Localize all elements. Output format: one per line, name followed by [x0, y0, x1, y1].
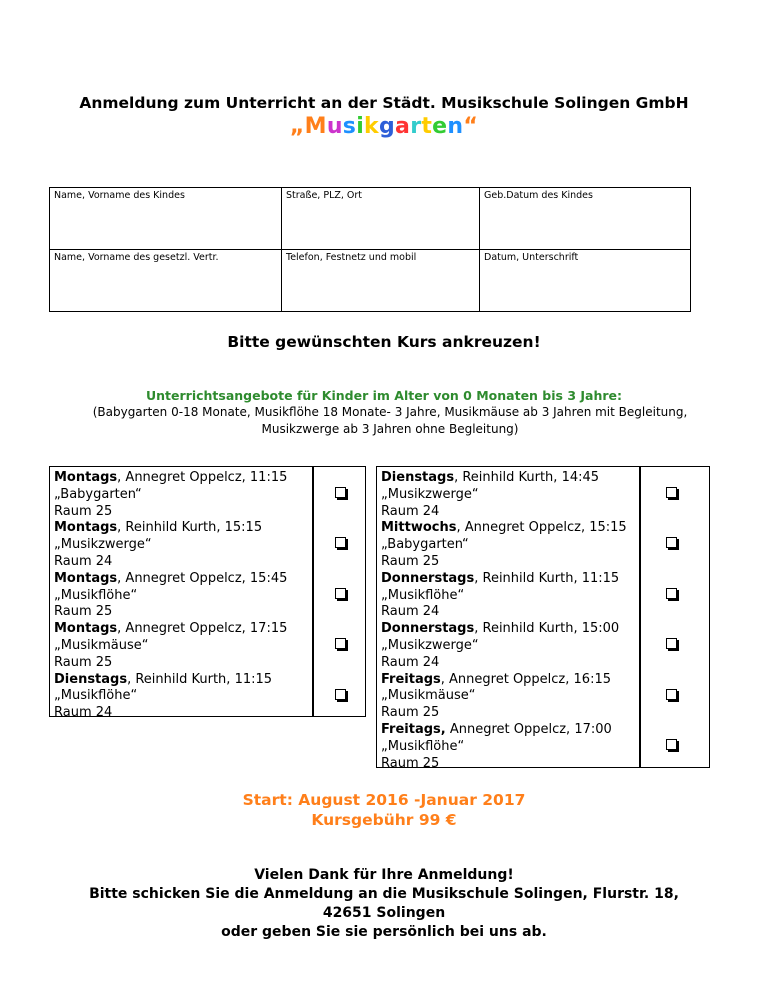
course-room: Raum 25 — [54, 654, 113, 670]
course-teacher-time: , Reinhild Kurth, 11:15 — [474, 570, 620, 586]
brand-letter: r — [410, 114, 422, 139]
course-list-right — [376, 466, 640, 771]
course-day: Montags — [54, 470, 118, 485]
course-teacher-time: , Annegret Oppelcz, 11:15 — [117, 470, 288, 485]
child-name-field[interactable]: Name, Vorname des Kindes — [50, 188, 282, 250]
course-room: Raum 24 — [381, 604, 440, 620]
brand-musikgarten — [0, 114, 768, 139]
course-entry — [54, 621, 310, 671]
course-room: Raum 24 — [54, 705, 113, 721]
brand-letter: u — [326, 114, 343, 139]
brand-letter: a — [395, 114, 411, 139]
course-name: „Musikzwerge“ — [381, 486, 479, 502]
brand-letter: e — [432, 114, 448, 139]
course-checkbox[interactable] — [666, 689, 677, 700]
course-teacher-time: , Reinhild Kurth, 15:00 — [474, 621, 620, 637]
course-room: Raum 25 — [54, 503, 113, 519]
course-name: „Musikzwerge“ — [54, 537, 152, 553]
course-teacher-time: , Reinhild Kurth, 14:45 — [454, 470, 600, 485]
course-teacher-time: Annegret Oppelcz, 17:00 — [445, 722, 612, 737]
course-entry — [381, 571, 637, 621]
course-checkbox[interactable] — [666, 638, 677, 649]
instruction-heading: Bitte gewünschten Kurs ankreuzen! — [227, 333, 541, 351]
brand-letter: M — [304, 114, 327, 139]
course-checkbox[interactable] — [335, 638, 346, 649]
date-signature-field[interactable]: Datum, Unterschrift — [480, 250, 691, 312]
course-name: „Musikmäuse“ — [54, 637, 149, 653]
course-checkbox[interactable] — [335, 487, 346, 498]
footer-text — [0, 866, 768, 942]
course-room: Raum 25 — [381, 755, 440, 771]
course-entry — [381, 520, 637, 570]
brand-letter: n — [447, 114, 464, 139]
course-day: Freitags, — [381, 722, 446, 737]
course-entry — [54, 520, 310, 570]
course-entry — [54, 571, 310, 621]
course-list-left — [49, 466, 313, 721]
course-teacher-time: , Annegret Oppelcz, 15:45 — [117, 570, 288, 586]
phone-field[interactable]: Telefon, Festnetz und mobil — [282, 250, 480, 312]
course-room: Raum 24 — [381, 654, 440, 670]
course-name: „Musikzwerge“ — [381, 637, 479, 653]
footer-thanks: Vielen Dank für Ihre Anmeldung! — [254, 867, 514, 883]
course-room: Raum 25 — [381, 705, 440, 721]
footer-city: 42651 Solingen — [322, 905, 446, 921]
course-entry — [381, 621, 637, 671]
brand-letter: i — [356, 114, 365, 139]
course-entry — [54, 672, 310, 722]
course-name: „Musikflöhe“ — [381, 587, 465, 603]
footer-send-to: Bitte schicken Sie die Anmeldung an die Musikschule Solingen, Flurstr. 18, — [89, 886, 679, 902]
offer-note: (Babygarten 0-18 Monate, Musikflöhe 18 Monate- 3 Jahre, Musikmäuse ab 3 Jahren mit Begleitung, Musikzwerge ab 3 Jahren ohne Begleitung) — [92, 405, 688, 436]
course-teacher-time: , Reinhild Kurth, 15:15 — [117, 520, 263, 536]
course-name: „Musikflöhe“ — [54, 688, 138, 704]
footer-in-person: oder geben Sie sie persönlich bei uns ab. — [221, 924, 547, 940]
course-name: „Babygarten“ — [54, 486, 142, 502]
course-checkbox[interactable] — [666, 588, 677, 599]
course-day: Donnerstags — [381, 570, 475, 586]
course-day: Montags — [54, 520, 118, 536]
registration-form-table — [49, 187, 691, 312]
course-checkbox[interactable] — [335, 588, 346, 599]
course-room: Raum 25 — [54, 604, 113, 620]
course-name: „Musikflöhe“ — [381, 738, 465, 754]
course-teacher-time: , Annegret Oppelcz, 17:15 — [117, 621, 288, 637]
course-entry — [381, 470, 637, 520]
brand-letter: g — [378, 114, 396, 139]
child-birthdate-field[interactable]: Geb.Datum des Kindes — [480, 188, 691, 250]
course-teacher-time: , Annegret Oppelcz, 16:15 — [440, 671, 611, 687]
course-name: „Babygarten“ — [381, 537, 469, 553]
course-teacher-time: , Reinhild Kurth, 11:15 — [127, 671, 273, 687]
checkbox-column-right — [640, 466, 710, 768]
course-checkbox[interactable] — [666, 487, 677, 498]
address-field[interactable]: Straße, PLZ, Ort — [282, 188, 480, 250]
course-day: Donnerstags — [381, 621, 475, 637]
course-day: Montags — [54, 570, 118, 586]
start-info — [0, 790, 768, 830]
course-checkbox[interactable] — [666, 537, 677, 548]
offer-heading: Unterrichtsangebote für Kinder im Alter von 0 Monaten bis 3 Jahre: — [146, 388, 622, 403]
course-checkbox[interactable] — [666, 739, 677, 750]
checkbox-column-left — [313, 466, 366, 717]
course-fee: Kursgebühr 99 € — [311, 811, 457, 829]
course-entry — [381, 722, 637, 772]
course-room: Raum 25 — [381, 553, 440, 569]
course-day: Mittwochs — [381, 520, 457, 536]
brand-close-quote: “ — [463, 114, 479, 139]
course-entry — [54, 470, 310, 520]
course-day: Dienstags — [54, 671, 128, 687]
course-day: Montags — [54, 621, 118, 637]
brand-open-quote: „ — [289, 114, 305, 139]
course-teacher-time: , Annegret Oppelcz, 15:15 — [456, 520, 627, 536]
course-day: Dienstags — [381, 470, 455, 485]
course-checkbox[interactable] — [335, 689, 346, 700]
course-entry — [381, 672, 637, 722]
brand-letter: k — [364, 114, 379, 139]
start-dates: Start: August 2016 -Januar 2017 — [242, 791, 526, 809]
course-name: „Musikflöhe“ — [54, 587, 138, 603]
course-name: „Musikmäuse“ — [381, 688, 476, 704]
form-title: Anmeldung zum Unterricht an der Städt. Musikschule Solingen GmbH — [79, 94, 689, 112]
course-day: Freitags — [381, 671, 441, 687]
course-checkbox[interactable] — [335, 537, 346, 548]
guardian-name-field[interactable]: Name, Vorname des gesetzl. Vertr. — [50, 250, 282, 312]
course-room: Raum 24 — [54, 553, 113, 569]
brand-letter: t — [421, 114, 433, 139]
course-room: Raum 24 — [381, 503, 440, 519]
brand-letter: s — [342, 114, 357, 139]
